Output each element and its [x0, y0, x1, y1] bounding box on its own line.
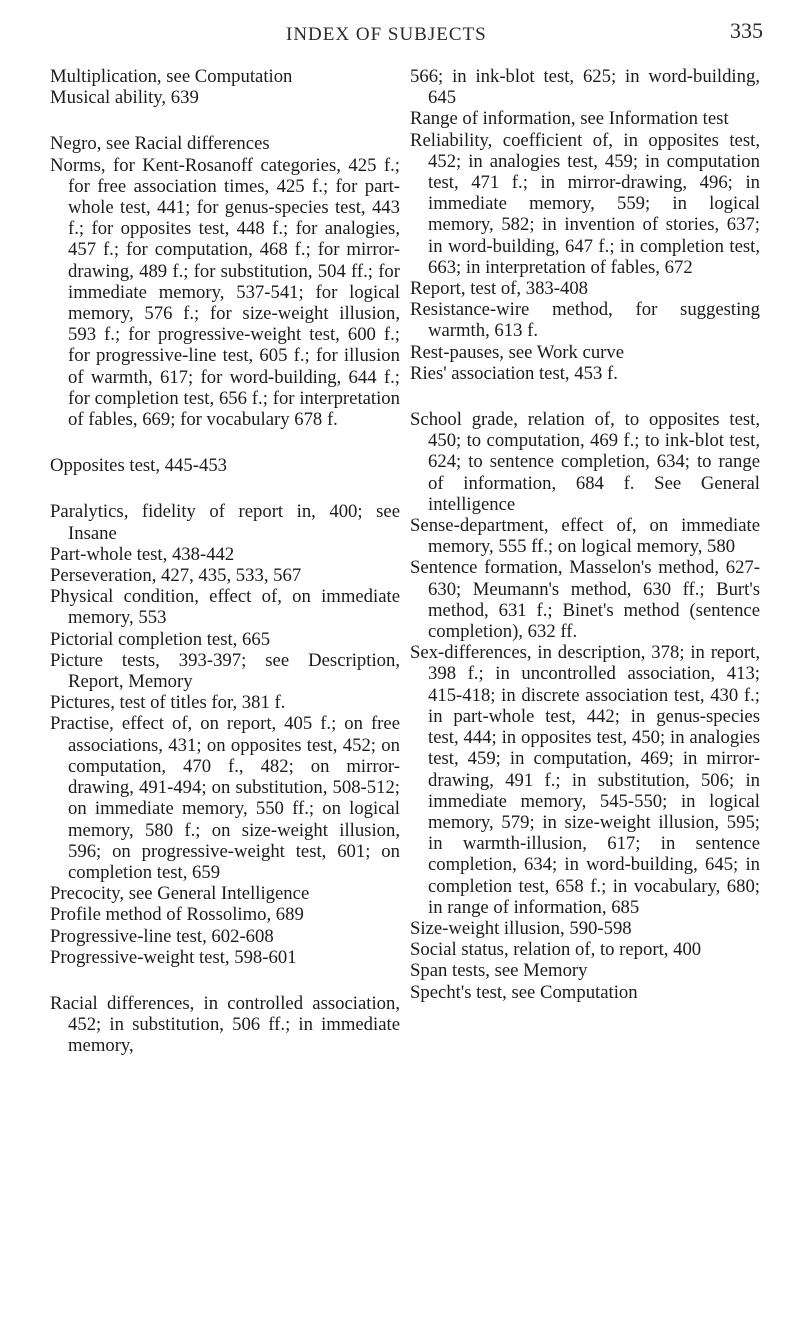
index-entry: Profile method of Rossolimo, 689	[50, 904, 304, 926]
index-entry: Practise, effect of, on report, 405 f.; on free associations, 431; on opposites test, 452; on computation, 470 f., 482; on mirror-drawing, 491-494; on substitution, 508-512; on immediate memory, 550 ff.; on logical memory, 580 f.; on size-weight illusion, 596; on progressive-weight test, 601; on completion test, 659	[50, 713, 400, 883]
entry-gap	[50, 968, 400, 993]
index-entry: Size-weight illusion, 590-598	[410, 917, 632, 939]
index-entry: Progressive-line test, 602-608	[50, 925, 274, 947]
index-entry: Sentence formation, Masselon's method, 627-630; Meumann's method, 630 ff.; Burt's method, 631 f.; Binet's method (sentence completion), 632 ff.	[410, 557, 760, 643]
page-number: 335	[730, 18, 763, 43]
index-entry: Reliability, coefficient of, in opposites test, 452; in analogies test, 459; in computation test, 471 f.; in mirror-drawing, 496; in immediate memory, 559; in logical memory, 582; in invention of stories, 637; in word-building, 647 f.; in completion test, 663; in interpretation of fables, 672	[410, 129, 760, 278]
index-entry: Resistance-wire method, for suggesting warmth, 613 f.	[410, 299, 760, 342]
index-entry: Physical condition, effect of, on immediate memory, 553	[50, 586, 400, 629]
index-entry: Precocity, see General Intelligence	[50, 883, 310, 905]
entry-gap	[50, 476, 400, 501]
index-entry: Pictures, test of titles for, 381 f.	[50, 692, 286, 714]
running-head: INDEX OF SUBJECTS	[286, 24, 487, 45]
index-entry: Report, test of, 383-408	[410, 278, 589, 300]
right-column	[410, 66, 760, 1003]
index-entry: School grade, relation of, to opposites test, 450; to computation, 469 f.; to ink-blot test, 624; to sentence completion, 634; to range of information, 684 f. See General intelligence	[410, 409, 760, 515]
entry-gap	[410, 384, 760, 409]
index-entry: Picture tests, 393-397; see Description, Report, Memory	[50, 649, 400, 693]
index-entry: Span tests, see Memory	[410, 960, 588, 982]
index-entry: Perseveration, 427, 435, 533, 567	[50, 565, 302, 587]
entry-gap	[50, 108, 400, 133]
entry-gap	[50, 430, 400, 455]
index-entry: Multiplication, see Computation	[50, 66, 293, 87]
index-entry: 566; in ink-blot test, 625; in word-building, 645	[410, 66, 760, 109]
index-entry: Negro, see Racial differences	[50, 133, 270, 155]
index-entry: Sex-differences, in description, 378; in report, 398 f.; in uncontrolled association, 413; 415-418; in discrete association test, 430 f.; in part-whole test, 442; in genus-species test, 444; in opposites test, 450; in analogies test, 459; in computation, 469; in mirror-drawing, 491 f.; in substitution, 506; in immediate memory, 545-550; in logical memory, 579; in size-weight illusion, 595; in warmth-illusion, 617; in sentence completion, 634; in word-building, 645; in completion test, 658 f.; in vocabulary, 680; in range of information, 685	[410, 642, 760, 918]
index-entry: Rest-pauses, see Work curve	[410, 341, 625, 363]
index-entry: Sense-department, effect of, on immediate memory, 555 ff.; on logical memory, 580	[410, 515, 760, 558]
index-entry: Social status, relation of, to report, 400	[410, 939, 702, 961]
index-entry: Norms, for Kent-Rosanoff categories, 425 f.; for free association times, 425 f.; for part-whole test, 441; for genus-species test, 443 f.; for opposites test, 448 f.; for analogies, 457 f.; for computation, 468 f.; for mirror-drawing, 489 f.; for substitution, 504 ff.; for immediate memory, 537-541; for logical memory, 576 f.; for size-weight illusion, 593 f.; for progressive-weight test, 600 f.; for progressive-line test, 605 f.; for illusion of warmth, 617; for word-building, 644 f.; for completion test, 656 f.; for interpretation of fables, 669; for vocabulary 678 f.	[50, 154, 400, 431]
index-entry: Specht's test, see Computation	[410, 981, 638, 1003]
index-entry: Opposites test, 445-453	[50, 455, 228, 477]
index-entry: Part-whole test, 438-442	[50, 543, 235, 565]
index-entry: Pictorial completion test, 665	[50, 628, 271, 650]
index-entry: Ries' association test, 453 f.	[410, 362, 618, 384]
index-entry: Musical ability, 639	[50, 87, 199, 109]
index-entry: Paralytics, fidelity of report in, 400; see Insane	[50, 501, 400, 544]
left-column	[50, 66, 400, 1057]
index-entry: Range of information, see Information test	[410, 108, 729, 130]
index-entry: Racial differences, in controlled association, 452; in substitution, 506 ff.; in immediate memory,	[50, 992, 400, 1057]
index-entry: Progressive-weight test, 598-601	[50, 946, 297, 968]
